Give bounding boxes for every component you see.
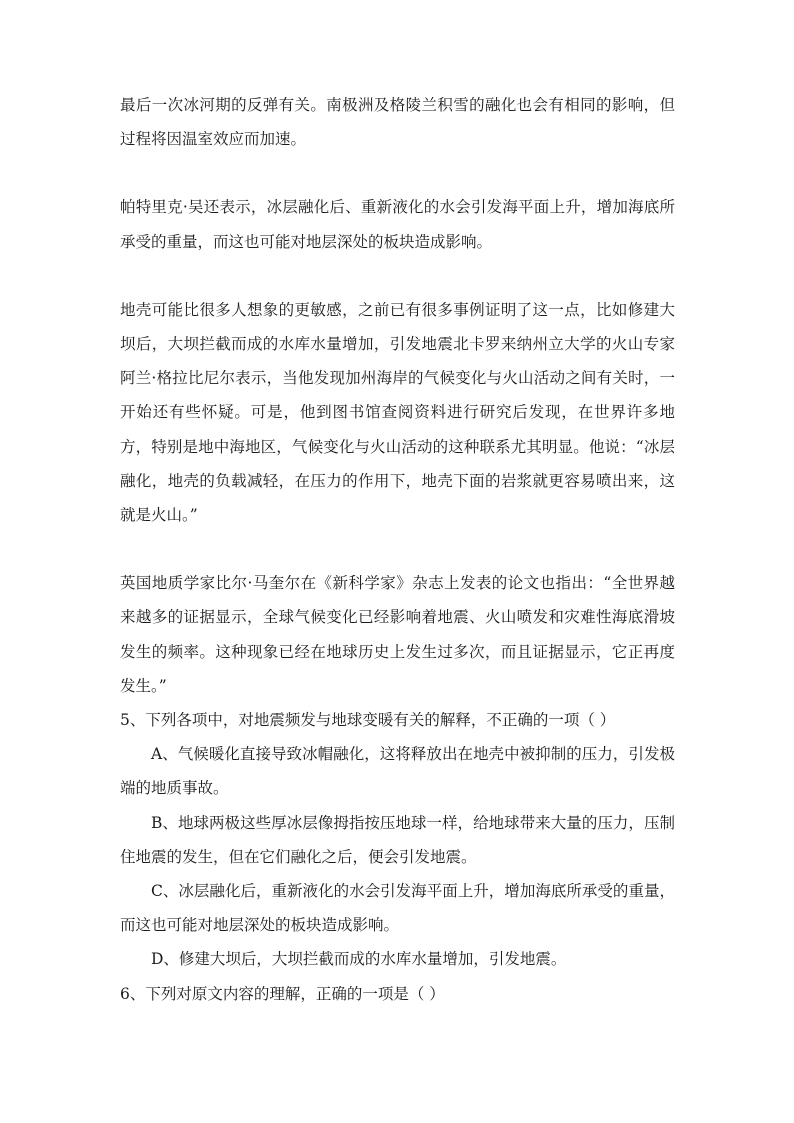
paragraph-4: 英国地质学家比尔·马奎尔在《新科学家》杂志上发表的论文也指出：“全世界越来越多的证据显示，全球气候变化已经影响着地震、火山喷发和灾难性海底滑坡发生的频率。这种现象已经在地球历史上发生过多次，而且证据显示，它正再度发生。” <box>120 574 675 695</box>
paragraph-1: 最后一次冰河期的反弹有关。南极洲及格陵兰积雪的融化也会有相同的影响，但过程将因温室效应而加速。 <box>120 96 675 149</box>
paragraph-2: 帕特里克·吴还表示，冰层融化后、重新液化的水会引发海平面上升，增加海底所承受的重量，而这也可能对地层深处的板块造成影响。 <box>120 198 675 251</box>
paragraph-gap <box>120 259 675 293</box>
question-5-option-c: C、冰层融化后，重新液化的水会引发海平面上升，增加海底所承受的重量，而这也可能对地层深处的板块造成影响。 <box>120 882 675 935</box>
paragraph-3: 地壳可能比很多人想象的更敏感，之前已有很多事例证明了这一点，比如修建大坝后，大坝拦截而成的水库水量增加，引发地震北卡罗来纳州立大学的火山专家阿兰·格拉比尼尔表示，当他发现加州海岸的气候变化与火山活动之间有关时，一开始还有些怀疑。可是，他到图书馆查阅资料进行研究后发现，在世界许多地方，特别是地中海地区，气候变化与火山活动的这种联系尤其明显。他说：“冰层融化，地壳的负载减轻，在压力的作用下，地壳下面的岩浆就更容易喷出来，这就是火山。” <box>120 300 675 525</box>
paragraph-gap <box>120 532 675 566</box>
document-body <box>120 88 675 1011</box>
question-5-option-d: D、修建大坝后，大坝拦截而成的水库水量增加，引发地震。 <box>151 950 567 969</box>
question-5-option-a: A、气候暖化直接导致冰帽融化，这将释放出在地壳中被抑制的压力，引发极端的地质事故。 <box>120 745 675 798</box>
question-5-stem: 5、下列各项中，对地震频发与地球变暖有关的解释，不正确的一项（ ） <box>120 711 616 730</box>
paragraph-gap <box>120 156 675 190</box>
question-5-option-b: B、地球两极这些厚冰层像拇指按压地球一样，给地球带来大量的压力，压制住地震的发生，但在它们融化之后，便会引发地震。 <box>120 813 675 866</box>
question-6-stem: 6、下列对原文内容的理解，正确的一项是（ ） <box>120 984 445 1003</box>
